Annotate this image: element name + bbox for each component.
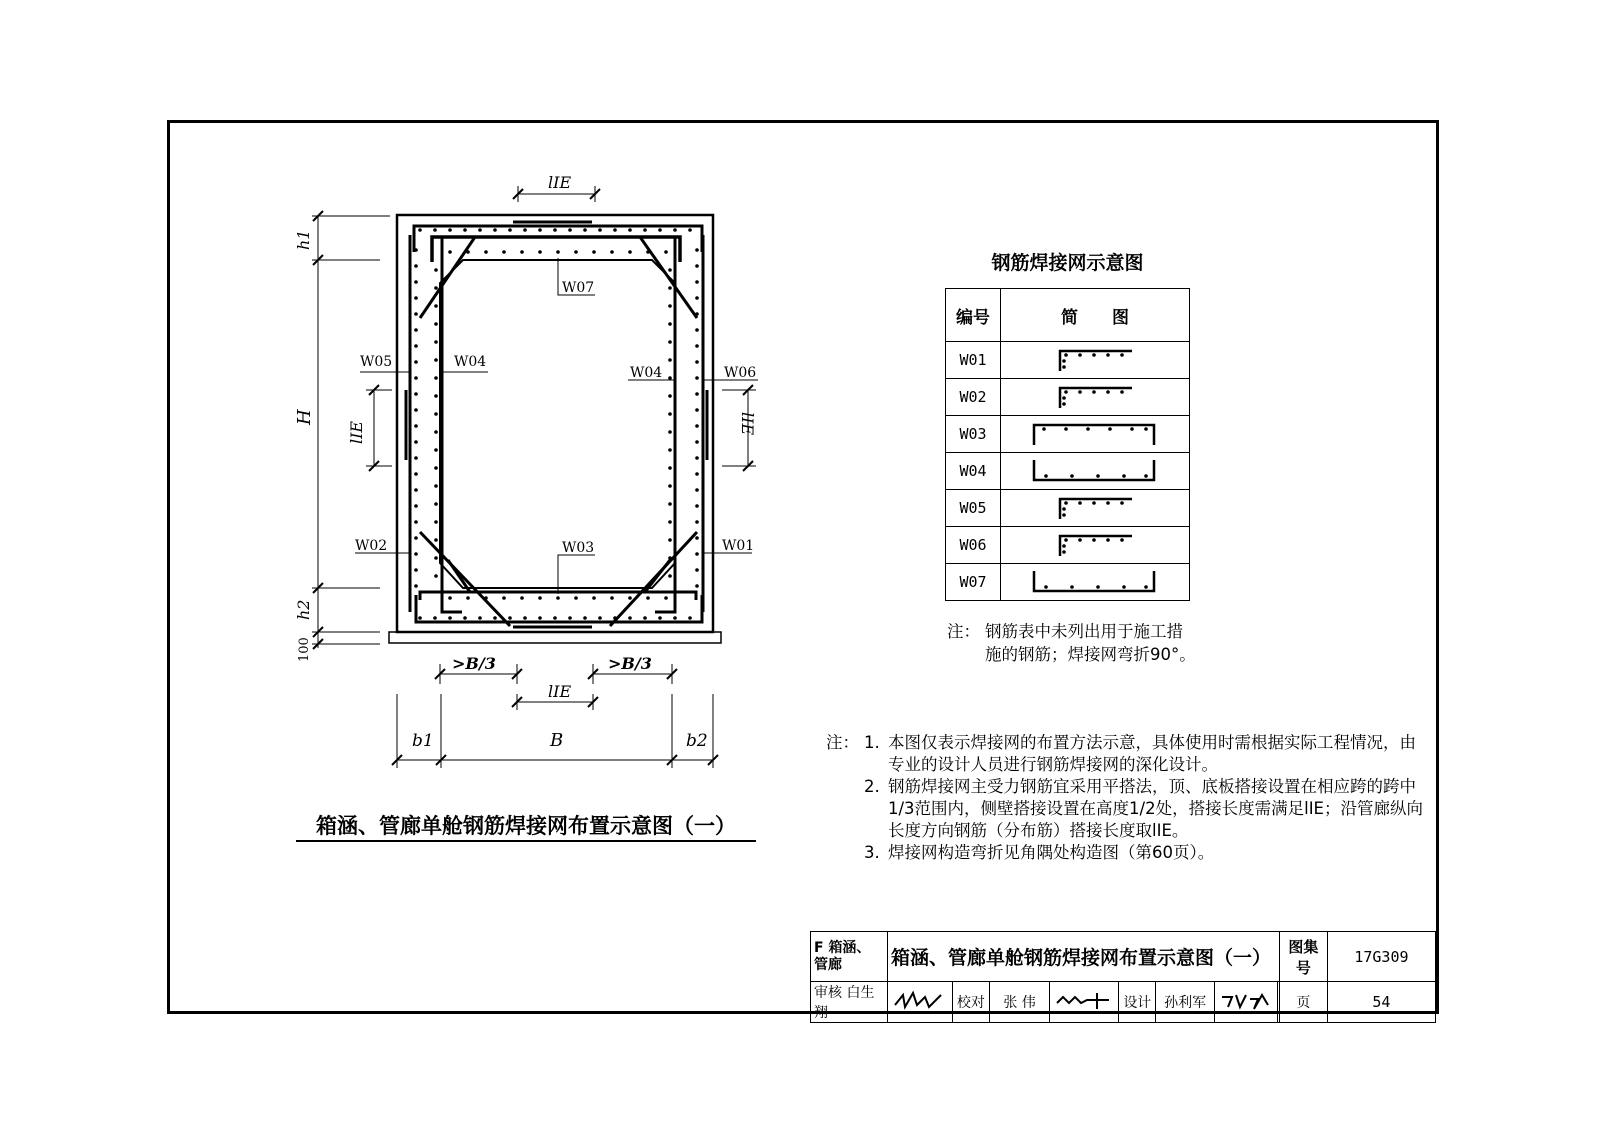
note-3-text: 焊接网构造弯折见角隅处构造图（第60页）。 bbox=[888, 843, 1215, 862]
dim-lie-bottom: lIE bbox=[548, 682, 572, 701]
tb-design-signature bbox=[1214, 982, 1277, 1023]
bedding-layer bbox=[389, 632, 721, 643]
ref-row-sketch bbox=[1001, 416, 1190, 453]
ref-row-sketch bbox=[1001, 564, 1190, 601]
notes-lead: 注： bbox=[826, 733, 859, 752]
dim-100: 100 bbox=[297, 637, 312, 662]
note-1-text: 本图仅表示焊接网的布置方法示意，具体使用时需根据实际工程情况，由专业的设计人员进行钢筋焊接网的深化设计。 bbox=[888, 733, 1416, 774]
mesh-shape-u-up bbox=[1020, 419, 1170, 449]
tb-reviewer: 白生翔 bbox=[814, 985, 875, 1021]
haunch-bar-tl bbox=[420, 237, 475, 318]
mesh-shape-u-down bbox=[1020, 456, 1170, 486]
ref-row-code: W06 bbox=[946, 527, 1001, 564]
ref-row-code: W05 bbox=[946, 490, 1001, 527]
note-3-num: 3. bbox=[864, 843, 880, 862]
mesh-reference-table bbox=[945, 288, 1190, 601]
mesh-shape-u-down bbox=[1020, 567, 1170, 597]
mesh-shape-l bbox=[1020, 382, 1170, 412]
label-w01: W01 bbox=[722, 538, 755, 554]
dim-lie-top: lIE bbox=[548, 173, 572, 192]
tb-designer: 孙利军 bbox=[1156, 982, 1215, 1023]
dim-gt-b3-left: >B/3 bbox=[452, 654, 496, 673]
tb-atlas-label: 图集号 bbox=[1279, 932, 1327, 982]
label-w02: W02 bbox=[355, 538, 388, 554]
ref-note-lead: 注： bbox=[947, 622, 980, 641]
title-block bbox=[810, 931, 1436, 1023]
dim-b2: b2 bbox=[686, 731, 708, 751]
dimension-lines bbox=[312, 186, 756, 768]
ref-row-sketch bbox=[1001, 342, 1190, 379]
rebar-dots bbox=[414, 228, 699, 620]
mesh-shape-l bbox=[1020, 345, 1170, 375]
ref-row-sketch bbox=[1001, 453, 1190, 490]
ref-row-w06 bbox=[946, 527, 1190, 564]
ref-note-line1: 钢筋表中未列出用于施工措 bbox=[985, 622, 1183, 641]
label-w03: W03 bbox=[562, 540, 595, 556]
tb-atlas-no: 17G309 bbox=[1327, 932, 1435, 982]
tb-page-label: 页 bbox=[1279, 982, 1327, 1023]
dim-b1: b1 bbox=[412, 731, 434, 751]
header-sketch: 简 图 bbox=[1001, 289, 1190, 342]
tb-review-label: 审核 白生翔 bbox=[811, 982, 888, 1023]
ref-row-code: W03 bbox=[946, 416, 1001, 453]
drawing-title-underline bbox=[296, 840, 756, 842]
tb-review-signature bbox=[887, 982, 952, 1023]
mesh-w04-right bbox=[655, 237, 675, 612]
haunch-bar-ibr bbox=[645, 560, 670, 592]
dim-h1: h1 bbox=[294, 229, 313, 250]
label-w04-left: W04 bbox=[454, 354, 487, 370]
dim-lie-right: lIE bbox=[738, 412, 757, 436]
haunch-bar-bl bbox=[420, 532, 510, 626]
tb-check-label: 校对 bbox=[952, 982, 989, 1023]
ref-row-sketch bbox=[1001, 379, 1190, 416]
note-1-num: 1. bbox=[864, 733, 880, 752]
ref-row-w02 bbox=[946, 379, 1190, 416]
ref-row-code: W01 bbox=[946, 342, 1001, 379]
note-2-num: 2. bbox=[864, 777, 880, 796]
tb-check-signature bbox=[1050, 982, 1119, 1023]
ref-row-w01 bbox=[946, 342, 1190, 379]
ref-note-line2: 施的钢筋；焊接网弯折90°。 bbox=[985, 645, 1196, 664]
label-w04-right: W04 bbox=[630, 365, 663, 381]
ref-row-code: W02 bbox=[946, 379, 1001, 416]
ref-table-title: 钢筋焊接网示意图 bbox=[991, 252, 1144, 274]
ref-row-sketch bbox=[1001, 490, 1190, 527]
label-w05: W05 bbox=[360, 354, 393, 370]
ref-row-code: W07 bbox=[946, 564, 1001, 601]
ref-table-note bbox=[947, 620, 1247, 666]
dim-gt-b3-right: >B/3 bbox=[608, 654, 652, 673]
mesh-shape-l bbox=[1020, 493, 1170, 523]
label-w06: W06 bbox=[724, 365, 757, 381]
ref-row-w04 bbox=[946, 453, 1190, 490]
dim-h2: h2 bbox=[294, 599, 313, 620]
ref-table-body bbox=[946, 342, 1190, 601]
tb-design-label: 设计 bbox=[1119, 982, 1156, 1023]
tb-page-no: 54 bbox=[1327, 982, 1435, 1023]
ref-row-code: W04 bbox=[946, 453, 1001, 490]
ref-row-w07 bbox=[946, 564, 1190, 601]
ref-row-w03 bbox=[946, 416, 1190, 453]
dimension-ticks bbox=[313, 189, 753, 765]
tb-section: F 箱涵、管廊 bbox=[811, 932, 888, 982]
tb-title: 箱涵、管廊单舱钢筋焊接网布置示意图（一） bbox=[887, 932, 1279, 982]
ref-table-header bbox=[946, 289, 1190, 342]
note-2-text: 钢筋焊接网主受力钢筋宜采用平搭法，顶、底板搭接设置在相应跨的跨中1/3范围内，侧壁搭接设置在高度1/2处，搭接长度需满足lIE；沿管廊纵向长度方向钢筋（分布筋）搭接长度取lIE。 bbox=[888, 777, 1423, 840]
tb-checker: 张 伟 bbox=[989, 982, 1050, 1023]
mesh-shape-l bbox=[1020, 530, 1170, 560]
label-w07: W07 bbox=[562, 280, 595, 296]
ref-row-w05 bbox=[946, 490, 1190, 527]
dim-lie-left: lIE bbox=[347, 420, 366, 444]
ref-row-sketch bbox=[1001, 527, 1190, 564]
inner-chamber-outline bbox=[440, 260, 675, 588]
header-code: 编号 bbox=[946, 289, 1001, 342]
general-notes bbox=[826, 732, 1426, 864]
drawing-title: 箱涵、管廊单舱钢筋焊接网布置示意图（一） bbox=[316, 814, 736, 838]
dim-B: B bbox=[550, 730, 564, 751]
dim-H: H bbox=[294, 409, 315, 425]
mesh-w04-left bbox=[442, 237, 462, 612]
